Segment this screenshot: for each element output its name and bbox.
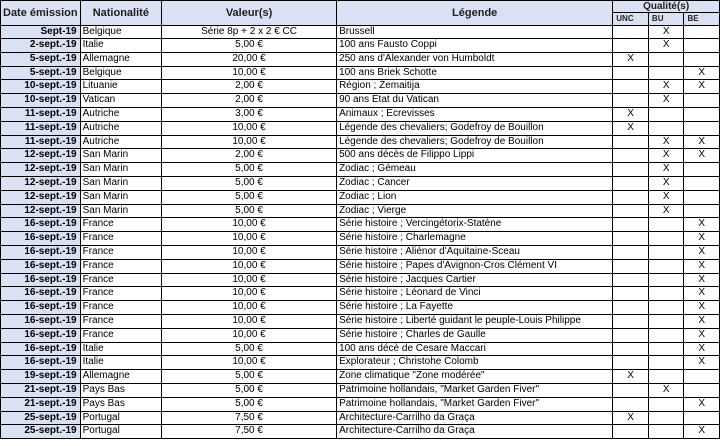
cell-nationality[interactable]: France [80,259,161,273]
cell-be[interactable] [684,411,720,425]
cell-legend[interactable]: 90 ans Etat du Vatican [337,94,613,108]
cell-value[interactable]: 2,00 € [162,80,337,94]
cell-bu[interactable] [648,397,684,411]
cell-legend[interactable]: Série histoire ; Charlemagne [337,232,613,246]
cell-legend[interactable]: Zodiac ; Gémeau [337,163,613,177]
cell-bu[interactable] [648,356,684,370]
cell-bu[interactable] [648,287,684,301]
cell-legend[interactable]: Série histoire ; Papes d'Avignon-Cros Clément VI [337,259,613,273]
cell-unc[interactable] [613,301,649,315]
cell-nationality[interactable]: France [80,301,161,315]
cell-bu[interactable]: X [648,39,684,53]
cell-value[interactable]: Série 8p + 2 x 2 € CC [162,26,337,39]
cell-legend[interactable]: Série histoire ; Vercingétorix-Statène [337,218,613,232]
cell-value[interactable]: 10,00 € [162,356,337,370]
cell-value[interactable]: 10,00 € [162,301,337,315]
cell-bu[interactable]: X [648,149,684,163]
cell-nationality[interactable]: Portugal [80,411,161,425]
cell-be[interactable]: X [684,342,720,356]
cell-nationality[interactable]: France [80,328,161,342]
cell-bu[interactable] [648,301,684,315]
cell-be[interactable] [684,163,720,177]
cell-value[interactable]: 5,00 € [162,370,337,384]
table-row [1,328,720,342]
cell-bu[interactable] [648,425,684,439]
cell-value[interactable]: 5,00 € [162,383,337,397]
cell-bu[interactable] [648,370,684,384]
header-be[interactable]: BE [684,13,720,26]
cell-be[interactable] [684,94,720,108]
cell-legend[interactable]: Zodiac ; Vierge [337,204,613,218]
cell-value[interactable]: 10,00 € [162,135,337,149]
cell-unc[interactable] [613,397,649,411]
cell-date[interactable]: 16-sept.-19 [1,287,81,301]
cell-unc[interactable] [613,273,649,287]
cell-bu[interactable] [648,411,684,425]
table-row [1,301,720,315]
cell-date[interactable]: 10-sept.-19 [1,94,81,108]
cell-unc[interactable] [613,383,649,397]
table-row [1,94,720,108]
cell-nationality[interactable]: Autriche [80,107,161,121]
cell-be[interactable]: X [684,135,720,149]
header-unc[interactable]: UNC [613,13,649,26]
cell-value[interactable]: 7,50 € [162,425,337,439]
cell-bu[interactable]: X [648,80,684,94]
cell-nationality[interactable]: Pays Bas [80,397,161,411]
table-row [1,163,720,177]
table-row [1,190,720,204]
table-row [1,39,720,53]
cell-be[interactable] [684,176,720,190]
cell-unc[interactable] [613,356,649,370]
cell-date[interactable]: 16-sept.-19 [1,356,81,370]
cell-unc[interactable] [613,176,649,190]
cell-date[interactable]: 10-sept.-19 [1,80,81,94]
cell-value[interactable]: 5,00 € [162,204,337,218]
cell-legend[interactable]: Série histoire ; Jacques Cartier [337,273,613,287]
cell-bu[interactable] [648,342,684,356]
cell-value[interactable]: 5,00 € [162,342,337,356]
cell-date[interactable]: 16-sept.-19 [1,245,81,259]
cell-value[interactable]: 10,00 € [162,245,337,259]
cell-legend[interactable]: Explorateur ; Christohe Colomb [337,356,613,370]
cell-be[interactable] [684,52,720,66]
cell-nationality[interactable]: Autriche [80,135,161,149]
cell-legend[interactable]: Série histoire ; Léonard de Vinci [337,287,613,301]
cell-legend[interactable]: Série histoire ; Charles de Gaulle [337,328,613,342]
cell-nationality[interactable]: San Marin [80,204,161,218]
table-row [1,411,720,425]
cell-be[interactable]: X [684,397,720,411]
cell-bu[interactable] [648,328,684,342]
cell-unc[interactable]: X [613,107,649,121]
cell-legend[interactable]: Patrimoine hollandais, "Market Garden Fiver" [337,383,613,397]
cell-bu[interactable]: X [648,383,684,397]
table-row [1,397,720,411]
cell-be[interactable] [684,383,720,397]
cell-nationality[interactable]: Belgique [80,26,161,39]
cell-date[interactable]: 12-sept.-19 [1,190,81,204]
cell-value[interactable]: 10,00 € [162,218,337,232]
cell-nationality[interactable]: San Marin [80,163,161,177]
cell-nationality[interactable]: Vatican [80,94,161,108]
cell-unc[interactable] [613,135,649,149]
table-row [1,66,720,80]
cell-nationality[interactable]: San Marin [80,176,161,190]
cell-value[interactable]: 10,00 € [162,232,337,246]
table-row [1,425,720,439]
header-value[interactable]: Valeur(s) [162,1,337,26]
cell-legend[interactable]: 100 ans Briek Schotte [337,66,613,80]
cell-be[interactable]: X [684,245,720,259]
cell-value[interactable]: 5,00 € [162,163,337,177]
cell-unc[interactable] [613,218,649,232]
cell-bu[interactable]: X [648,204,684,218]
table-row [1,314,720,328]
cell-be[interactable] [684,39,720,53]
cell-value[interactable]: 5,00 € [162,190,337,204]
cell-legend[interactable]: 250 ans d'Alexander von Humboldt [337,52,613,66]
cell-date[interactable]: 11-sept.-19 [1,121,81,135]
cell-nationality[interactable]: Autriche [80,121,161,135]
cell-be[interactable]: X [684,218,720,232]
cell-be[interactable]: X [684,259,720,273]
header-date[interactable]: Date émission [1,1,81,26]
cell-date[interactable]: 16-sept.-19 [1,232,81,246]
table-row [1,204,720,218]
header-bu[interactable]: BU [648,13,684,26]
cell-value[interactable]: 10,00 € [162,66,337,80]
cell-unc[interactable] [613,190,649,204]
cell-date[interactable]: 2-sept.-19 [1,39,81,53]
table-row [1,287,720,301]
cell-value[interactable]: 10,00 € [162,273,337,287]
cell-unc[interactable] [613,163,649,177]
header-quality[interactable]: Qualité(s) [613,1,720,13]
cell-bu[interactable]: X [648,26,684,39]
cell-bu[interactable]: X [648,135,684,149]
cell-nationality[interactable]: Lituanie [80,80,161,94]
cell-nationality[interactable]: Italie [80,39,161,53]
cell-nationality[interactable]: San Marin [80,149,161,163]
cell-be[interactable] [684,204,720,218]
cell-be[interactable]: X [684,149,720,163]
cell-nationality[interactable]: Allemagne [80,52,161,66]
cell-legend[interactable]: Zodiac ; Cancer [337,176,613,190]
cell-unc[interactable]: X [613,52,649,66]
cell-unc[interactable] [613,425,649,439]
cell-value[interactable]: 3,00 € [162,107,337,121]
cell-nationality[interactable]: Allemagne [80,370,161,384]
cell-date[interactable]: 16-sept.-19 [1,342,81,356]
cell-unc[interactable] [613,259,649,273]
cell-date[interactable]: 16-sept.-19 [1,328,81,342]
cell-legend[interactable]: 500 ans décès de Filippo Lippi [337,149,613,163]
cell-unc[interactable] [613,26,649,39]
cell-value[interactable]: 20,00 € [162,52,337,66]
cell-legend[interactable]: Architecture-Carrilho da Graça [337,425,613,439]
cell-value[interactable]: 10,00 € [162,328,337,342]
cell-date[interactable]: 16-sept.-19 [1,301,81,315]
cell-date[interactable]: Sept-19 [1,26,81,39]
cell-value[interactable]: 7,50 € [162,411,337,425]
cell-be[interactable] [684,370,720,384]
cell-bu[interactable]: X [648,190,684,204]
cell-date[interactable]: 16-sept.-19 [1,218,81,232]
cell-unc[interactable] [613,287,649,301]
cell-be[interactable]: X [684,314,720,328]
cell-nationality[interactable]: Belgique [80,66,161,80]
cell-date[interactable]: 12-sept.-19 [1,163,81,177]
cell-nationality[interactable]: France [80,218,161,232]
cell-date[interactable]: 16-sept.-19 [1,273,81,287]
cell-unc[interactable] [613,80,649,94]
cell-be[interactable]: X [684,273,720,287]
cell-be[interactable] [684,190,720,204]
cell-nationality[interactable]: Italie [80,356,161,370]
cell-value[interactable]: 10,00 € [162,314,337,328]
cell-be[interactable]: X [684,356,720,370]
cell-date[interactable]: 11-sept.-19 [1,135,81,149]
cell-be[interactable]: X [684,232,720,246]
cell-unc[interactable] [613,232,649,246]
cell-bu[interactable] [648,245,684,259]
cell-legend[interactable]: Légende des chevaliers; Godefroy de Bouillon [337,135,613,149]
cell-be[interactable]: X [684,66,720,80]
table-row [1,259,720,273]
cell-legend[interactable]: 100 ans décè de Cesare Maccari [337,342,613,356]
cell-be[interactable] [684,26,720,39]
cell-bu[interactable] [648,52,684,66]
cell-bu[interactable] [648,314,684,328]
cell-value[interactable]: 5,00 € [162,39,337,53]
table-row [1,232,720,246]
cell-legend[interactable]: Zone climatique "Zone modérée" [337,370,613,384]
cell-legend[interactable]: Patrimoine hollandais, "Market Garden Fiver" [337,397,613,411]
header-nationality[interactable]: Nationalité [80,1,161,26]
cell-bu[interactable] [648,107,684,121]
cell-be[interactable] [684,107,720,121]
cell-legend[interactable]: Région ; Žemaitija [337,80,613,94]
cell-be[interactable]: X [684,425,720,439]
table-row [1,107,720,121]
cell-date[interactable]: 16-sept.-19 [1,314,81,328]
table-row [1,356,720,370]
cell-be[interactable]: X [684,301,720,315]
cell-bu[interactable] [648,66,684,80]
cell-value[interactable]: 10,00 € [162,121,337,135]
cell-unc[interactable] [613,342,649,356]
cell-unc[interactable] [613,149,649,163]
cell-nationality[interactable]: France [80,314,161,328]
cell-legend[interactable]: Animaux ; Ecrevisses [337,107,613,121]
table-row [1,370,720,384]
cell-unc[interactable] [613,245,649,259]
cell-legend[interactable]: Légende des chevaliers; Godefroy de Bouillon [337,121,613,135]
cell-unc[interactable] [613,39,649,53]
cell-nationality[interactable]: France [80,232,161,246]
cell-legend[interactable]: Série histoire ; Liberté guidant le peuple-Louis Philippe [337,314,613,328]
cell-value[interactable]: 2,00 € [162,149,337,163]
table-row [1,26,720,39]
cell-nationality[interactable]: France [80,273,161,287]
cell-bu[interactable] [648,121,684,135]
table-row [1,342,720,356]
cell-date[interactable]: 16-sept.-19 [1,259,81,273]
cell-bu[interactable]: X [648,176,684,190]
table-row [1,176,720,190]
cell-unc[interactable] [613,66,649,80]
table-row [1,80,720,94]
cell-value[interactable]: 5,00 € [162,176,337,190]
cell-date[interactable]: 5-sept.-19 [1,66,81,80]
cell-legend[interactable]: Architecture-Carrilho da Graça [337,411,613,425]
cell-nationality[interactable]: Pays Bas [80,383,161,397]
cell-unc[interactable] [613,314,649,328]
cell-date[interactable]: 25-sept.-19 [1,411,81,425]
cell-bu[interactable] [648,259,684,273]
cell-be[interactable]: X [684,328,720,342]
cell-bu[interactable] [648,273,684,287]
cell-date[interactable]: 25-sept.-19 [1,425,81,439]
cell-legend[interactable]: Brussell [337,26,613,39]
cell-unc[interactable]: X [613,370,649,384]
table-row [1,52,720,66]
cell-value[interactable]: 10,00 € [162,287,337,301]
cell-date[interactable]: 19-sept.-19 [1,370,81,384]
cell-date[interactable]: 11-sept.-19 [1,107,81,121]
cell-date[interactable]: 5-sept.-19 [1,52,81,66]
cell-nationality[interactable]: Portugal [80,425,161,439]
cell-date[interactable]: 12-sept.-19 [1,204,81,218]
cell-legend[interactable]: Zodiac ; Lion [337,190,613,204]
table-row [1,149,720,163]
cell-unc[interactable] [613,204,649,218]
cell-unc[interactable] [613,94,649,108]
cell-value[interactable]: 5,00 € [162,397,337,411]
cell-bu[interactable] [648,218,684,232]
cell-nationality[interactable]: France [80,245,161,259]
cell-nationality[interactable]: Italie [80,342,161,356]
cell-be[interactable]: X [684,80,720,94]
cell-date[interactable]: 12-sept.-19 [1,176,81,190]
cell-date[interactable]: 21-sept.-19 [1,397,81,411]
table-row [1,245,720,259]
cell-nationality[interactable]: France [80,287,161,301]
cell-unc[interactable]: X [613,411,649,425]
cell-be[interactable] [684,121,720,135]
table-row [1,121,720,135]
cell-unc[interactable] [613,328,649,342]
cell-nationality[interactable]: San Marin [80,190,161,204]
cell-legend[interactable]: 100 ans Fausto Coppi [337,39,613,53]
cell-bu[interactable]: X [648,163,684,177]
cell-bu[interactable]: X [648,94,684,108]
cell-date[interactable]: 21-sept.-19 [1,383,81,397]
cell-bu[interactable] [648,232,684,246]
header-legend[interactable]: Légende [337,1,613,26]
table-body [1,26,720,439]
cell-be[interactable]: X [684,287,720,301]
cell-value[interactable]: 2,00 € [162,94,337,108]
table-row [1,273,720,287]
table-row [1,383,720,397]
table-row [1,135,720,149]
cell-legend[interactable]: Série histoire ; La Fayette [337,301,613,315]
cell-legend[interactable]: Série histoire ; Aliénor d'Aquitaine-Sceau [337,245,613,259]
cell-value[interactable]: 10,00 € [162,259,337,273]
cell-unc[interactable]: X [613,121,649,135]
table-row [1,218,720,232]
cell-date[interactable]: 12-sept.-19 [1,149,81,163]
